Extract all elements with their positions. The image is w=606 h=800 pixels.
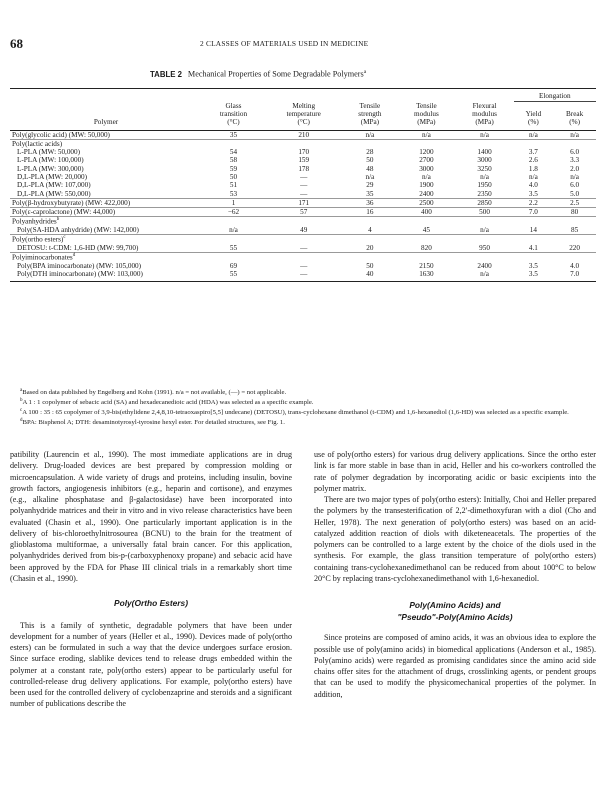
- table-body: [10, 130, 596, 281]
- value-cell: 2.5: [553, 198, 596, 207]
- table-row: [10, 253, 596, 262]
- table-row: [10, 217, 596, 226]
- section-heading-amino-acids-2: "Pseudo"-Poly(Amino Acids): [397, 611, 513, 622]
- value-cell: —: [300, 173, 308, 182]
- right-column: [314, 449, 596, 700]
- value-cell: [397, 253, 455, 262]
- polymer-name-cell: D,L-PLA (MW: 20,000): [17, 173, 88, 182]
- value-cell: n/a: [365, 173, 375, 182]
- table-row: [10, 148, 596, 156]
- table-row: [10, 181, 596, 189]
- value-cell: [514, 139, 554, 148]
- value-cell: [397, 139, 455, 148]
- polymer-name-cell: DETOSU: t-CDM: 1,6-HD (MW: 99,700): [17, 244, 139, 253]
- elongation-group-header: Elongation: [514, 89, 596, 102]
- table-row: [10, 262, 596, 270]
- polymer-name-cell: Poly(lactic acids): [10, 139, 202, 148]
- value-cell: 35: [366, 189, 374, 198]
- value-cell: 59: [229, 164, 238, 173]
- value-cell: 3.5: [528, 189, 538, 198]
- value-cell: n/a: [529, 130, 538, 139]
- section-heading-amino-acids-1: Poly(Amino Acids) and: [409, 600, 501, 610]
- polymer-name-cell: L-PLA (MW: 100,000): [17, 156, 84, 165]
- value-cell: [265, 235, 342, 244]
- value-cell: 29: [366, 181, 374, 190]
- value-cell: 1900: [419, 181, 434, 190]
- value-cell: n/a: [422, 130, 431, 139]
- value-cell: 20: [366, 244, 374, 253]
- value-cell: 1: [202, 198, 265, 207]
- table-row: [10, 173, 596, 181]
- value-cell: 40: [342, 270, 397, 281]
- value-cell: [514, 217, 554, 226]
- value-cell: 170: [298, 148, 310, 157]
- footnote: $^c$A 100 : 35 : 65 copolymer of 3,9-bis(ethylidene 2,4,8,10-tetraoxaspiro[5,5] undecane) (DETOSU), trans-cyclohexane dimethanol (t-CDM) and 1,6-hexanediol (1,6-HD) was selected as a specific example.: [20, 407, 569, 417]
- value-cell: n/a: [529, 173, 538, 182]
- value-cell: 3000: [477, 156, 492, 165]
- value-cell: 35: [229, 130, 238, 139]
- left-paragraph-1: patibility (Laurencin et al., 1990). The most immediate applications are in drug delivery. Drug-loaded devices are best prepared by compression molding or microencapsulation. A wide variety of drugs and proteins, including insulin, bovine growth factors, angiogenesis inhibitors (e.g., heparin and cortisone), and enzymes (e.g., alkaline phosphatase and β-galactosidase) have been incorporated into polyanhydride matrices and their in vitro and in vivo release characteristics have been evaluated (Chasin et al., 1990). One particularly important application is in the delivery of bis-chloroethylnitrosourea (BCNU) to the brain for the treatment of glioblastoma multiformae, a universally fatal brain cancer. For this application, polyanhydrides derived from bis-p-(carboxyphenoxy propane) and sebacic acid have been approved by the FDA for Phase III clinical trials in a remarkably short time (Chasin et al., 1990).: [10, 450, 292, 583]
- value-cell: [397, 217, 455, 226]
- value-cell: 2150: [419, 262, 434, 271]
- value-cell: 1950: [477, 181, 492, 190]
- value-cell: 45: [422, 226, 430, 235]
- value-cell: 50: [366, 156, 374, 165]
- footnote: $^a$Based on data published by Engelberg and Kohn (1991). n/a = not available, (—) = not applicable.: [20, 388, 287, 397]
- value-cell: −62: [202, 208, 265, 217]
- col-melting-temperature: Melting temperature (°C): [265, 102, 342, 130]
- value-cell: 7.0: [553, 270, 596, 281]
- value-cell: 2400: [419, 189, 434, 198]
- col-tensile-modulus: Tensile modulus (MPa): [397, 102, 455, 130]
- value-cell: [265, 217, 342, 226]
- polymer-name-cell: Poly(glycolic acid) (MW: 50,000): [12, 130, 110, 139]
- table-row: [10, 130, 596, 139]
- value-cell: 3.7: [528, 148, 538, 157]
- value-cell: 3.5: [528, 262, 538, 271]
- value-cell: [202, 217, 265, 226]
- value-cell: n/a: [229, 226, 238, 235]
- value-cell: 85: [570, 226, 579, 235]
- value-cell: 2.6: [528, 156, 538, 165]
- right-paragraph-2: There are two major types of poly(ortho esters): Initially, Choi and Heller prepared the polymers by the transesterification of 2,2′-dimethoxyfuran with a diol (Cho and Heller, 1978). The next generation of poly(ortho esters) was based on an acid-catalyzed addition reaction of diols with diketeneacetals. The properties of the polymers can be controlled to a large extent by the choice of the diols used in the synthesis. For example, the glass transition temperature of poly(ortho esters) containing trans-cyclohexanedimethanol can be reduced from about 100°C to below 20°C by replacing trans-cyclohexanedimethanol with 1,6-hexanediol.: [314, 495, 596, 583]
- value-cell: 4: [368, 226, 372, 235]
- value-cell: n/a: [480, 173, 489, 182]
- table-row: [10, 139, 596, 148]
- value-cell: 5.0: [570, 189, 580, 198]
- polymer-name-cell: Poly(SA-HDA anhydride) (MW: 142,000): [17, 226, 139, 235]
- value-cell: 6.0: [570, 148, 580, 157]
- polymer-name-cell: D,L-PLA (MW: 550,000): [17, 189, 91, 198]
- value-cell: [455, 235, 513, 244]
- col-polymer: Polymer: [10, 102, 202, 130]
- polymer-name-cell: D,L-PLA (MW: 107,000): [17, 181, 91, 190]
- polymer-name-cell: Polyiminocarbonates$^d$: [10, 253, 202, 262]
- value-cell: 400: [397, 208, 455, 217]
- value-cell: [455, 217, 513, 226]
- table-caption: [150, 69, 366, 79]
- value-cell: [202, 253, 265, 262]
- col-break: Break (%): [553, 102, 596, 130]
- col-tensile-strength: Tensile strength (MPa): [342, 102, 397, 130]
- value-cell: 50: [366, 262, 374, 271]
- table-row: [10, 165, 596, 173]
- value-cell: 80: [553, 208, 596, 217]
- value-cell: [553, 139, 596, 148]
- value-cell: [553, 253, 596, 262]
- value-cell: —: [265, 270, 342, 281]
- value-cell: —: [300, 181, 308, 190]
- polymer-name-cell: L-PLA (MW: 300,000): [17, 164, 84, 173]
- value-cell: 2.2: [514, 198, 554, 207]
- value-cell: 171: [265, 198, 342, 207]
- col-glass-transition: Glass transition (°C): [202, 102, 265, 130]
- table-label: TABLE 2: [150, 69, 182, 79]
- polymer-name-cell: Polyanhydrides$^b$: [10, 217, 202, 226]
- left-paragraph-2: This is a family of synthetic, degradable polymers that have been under development for a number of years (Heller et al., 1990). Devices made of poly(ortho esters) can be formulated in such a way that the device undergoes surface erosion. Since surface eroding, slablike devices tend to release drugs embedded within the polymer at a constant rate, poly(ortho esters) appear to be particularly useful for controlled-release drug delivery applications. For example, poly(ortho esters) have been used for the controlled delivery of cyclobenzaprine and steroids and a significant number of publications describe the: [10, 620, 292, 709]
- value-cell: 4.0: [528, 181, 538, 190]
- value-cell: 16: [342, 208, 397, 217]
- value-cell: [265, 139, 342, 148]
- value-cell: 49: [300, 226, 308, 235]
- value-cell: n/a: [422, 173, 431, 182]
- table-caption-note: a: [363, 69, 367, 75]
- footnote: $^b$A 1 : 1 copolymer of sebacic acid (SA) and hexadecanedioic acid (HDA) was selected as a specific example.: [20, 397, 314, 407]
- col-yield: Yield (%): [514, 102, 554, 130]
- value-cell: [397, 235, 455, 244]
- value-cell: [553, 217, 596, 226]
- polymer-name-cell: Poly(BPA iminocarbonate) (MW: 105,000): [17, 262, 142, 271]
- value-cell: 4.0: [570, 262, 580, 271]
- value-cell: 55: [202, 270, 265, 281]
- value-cell: [342, 217, 397, 226]
- value-cell: 210: [298, 130, 310, 139]
- value-cell: [202, 235, 265, 244]
- value-cell: [553, 235, 596, 244]
- value-cell: n/a: [570, 130, 579, 139]
- table-row: [10, 235, 596, 244]
- table-row: [10, 244, 596, 253]
- value-cell: 55: [229, 244, 238, 253]
- value-cell: [202, 139, 265, 148]
- value-cell: 2350: [477, 189, 492, 198]
- value-cell: 3.5: [514, 270, 554, 281]
- value-cell: 2500: [397, 198, 455, 207]
- value-cell: 220: [569, 244, 580, 253]
- left-column: [10, 449, 292, 710]
- value-cell: n/a: [365, 130, 375, 139]
- polymer-name-cell: Poly(β-hydroxybutyrate) (MW: 422,000): [10, 198, 202, 207]
- page-number: 68: [10, 36, 23, 51]
- value-cell: 28: [366, 148, 374, 157]
- table-title: Mechanical Properties of Some Degradable Polymers: [187, 69, 364, 79]
- value-cell: [342, 253, 397, 262]
- table-row: [10, 270, 596, 281]
- value-cell: 3250: [477, 164, 492, 173]
- value-cell: n/a: [455, 270, 513, 281]
- value-cell: 159: [298, 156, 310, 165]
- value-cell: 4.1: [528, 244, 538, 253]
- value-cell: 3.3: [570, 156, 580, 165]
- table-column-headers: [10, 102, 596, 130]
- table-footnotes: [10, 388, 596, 428]
- table-row: [10, 208, 596, 217]
- polymer-name-cell: Poly(DTH iminocarbonate) (MW: 103,000): [10, 270, 202, 281]
- value-cell: 58: [229, 156, 238, 165]
- value-cell: n/a: [570, 173, 579, 182]
- value-cell: [455, 139, 513, 148]
- value-cell: 36: [342, 198, 397, 207]
- value-cell: 57: [265, 208, 342, 217]
- value-cell: 53: [229, 189, 238, 198]
- table-row: [10, 198, 596, 207]
- value-cell: [342, 139, 397, 148]
- value-cell: —: [300, 262, 308, 271]
- polymer-name-cell: Poly(ε-caprolactone) (MW: 44,000): [10, 208, 202, 217]
- value-cell: —: [300, 189, 308, 198]
- value-cell: [342, 235, 397, 244]
- value-cell: n/a: [480, 130, 489, 139]
- polymer-name-cell: L-PLA (MW: 50,000): [17, 148, 81, 157]
- polymer-name-cell: Poly(ortho esters)$^c$: [10, 235, 202, 244]
- value-cell: 14: [529, 226, 537, 235]
- value-cell: 2850: [455, 198, 513, 207]
- value-cell: 6.0: [570, 181, 580, 190]
- value-cell: 3000: [419, 164, 434, 173]
- value-cell: 2700: [419, 156, 434, 165]
- table-row: [10, 226, 596, 235]
- value-cell: 51: [229, 181, 238, 190]
- value-cell: 1.8: [528, 164, 538, 173]
- value-cell: 69: [229, 262, 238, 271]
- footnote: $^d$BPA: Bisphenol A; DTH: desaminotyrosyl-tyrosine hexyl ester. For detailed structures, see Fig. 1.: [20, 417, 285, 427]
- value-cell: 48: [366, 164, 374, 173]
- value-cell: 1400: [477, 148, 492, 157]
- value-cell: 7.0: [514, 208, 554, 217]
- value-cell: 500: [455, 208, 513, 217]
- value-cell: [514, 235, 554, 244]
- value-cell: [514, 253, 554, 262]
- value-cell: 50: [229, 173, 238, 182]
- table-row: [10, 190, 596, 199]
- value-cell: 2400: [477, 262, 492, 271]
- col-flexural-modulus: Flexural modulus (MPa): [455, 102, 513, 130]
- table-row: [10, 156, 596, 164]
- value-cell: 54: [229, 148, 238, 157]
- right-paragraph-3: Since proteins are composed of amino acids, it was an obvious idea to explore the possible use of poly(amino acids) in biomedical applications (Anderson et al., 1985). Poly(amino acids) were regarded as promising candidates since the amino acid side chains offer sites for the attachment of drugs, crosslinking agents, or pendent groups that can be used to modify the physicomechanical properties of the polymer. In addition,: [314, 633, 596, 699]
- right-paragraph-1: use of poly(ortho esters) for various drug delivery applications. Since the ortho ester link is far more stable in base than in acid, Heller and his co-workers controlled the rate of polymer degradation by incorporating acidic or basic excipients into the polymer matrix.: [314, 450, 596, 493]
- running-head: 2 CLASSES OF MATERIALS USED IN MEDICINE: [200, 39, 369, 48]
- value-cell: [265, 253, 342, 262]
- section-heading-ortho-esters: Poly(Ortho Esters): [114, 598, 188, 608]
- value-cell: [455, 253, 513, 262]
- mechanical-properties-table: [10, 88, 596, 282]
- value-cell: 1200: [419, 148, 434, 157]
- value-cell: 1630: [397, 270, 455, 281]
- value-cell: 178: [298, 164, 310, 173]
- value-cell: 950: [479, 244, 490, 253]
- value-cell: n/a: [480, 226, 489, 235]
- value-cell: 2.0: [570, 164, 580, 173]
- value-cell: —: [300, 244, 308, 253]
- value-cell: 820: [421, 244, 432, 253]
